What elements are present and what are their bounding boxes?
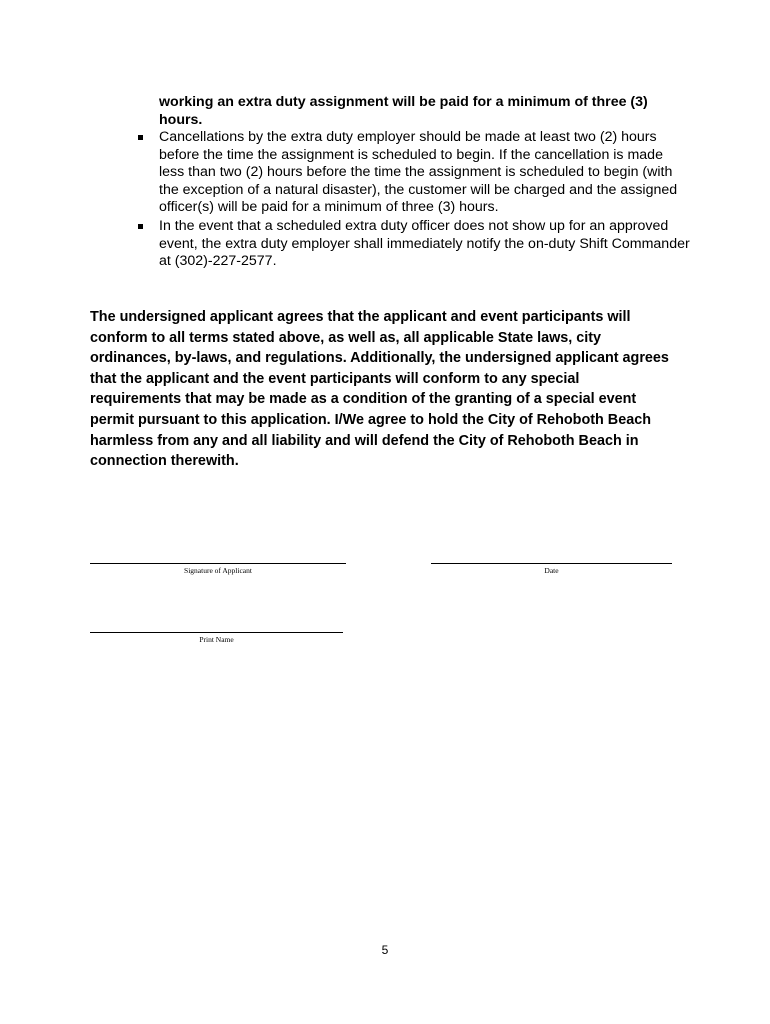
bullet-text: Cancellations by the extra duty employer should be made at least two (2) hours before the time the assignment is scheduled to begin. If the cancellation is made less than two (2) hours before the time the assignment is scheduled to begin (with the exception of a natural disaster), the customer will be charged and the assigned officer(s) will be paid for a minimum of three (3) hours. (159, 129, 678, 216)
print-name-field[interactable] (90, 632, 343, 644)
signature-label: Signature of Applicant (184, 566, 252, 575)
print-name-label: Print Name (199, 635, 234, 644)
square-bullet-icon (138, 135, 143, 140)
page-number: 5 (381, 943, 389, 957)
bullet-text: In the event that a scheduled extra duty officer does not show up for an approved event, the extra duty employer shall immediately notify the on-duty Shift Commander at (302)-227-2577. (159, 217, 690, 270)
bullet-list (136, 129, 692, 272)
agreement-paragraph: The undersigned applicant agrees that the applicant and event participants will conform to all terms stated above, as well as, all applicable State laws, city ordinances, by-laws, and regulations. Additionally, the undersigned applicant agrees that the applicant and the event participants will conform to any special requirements that may be made as a condition of the granting of a special event permit pursuant to this application. I/We agree to hold the City of Rehoboth Beach harmless from any and all liability and will defend the City of Rehoboth Beach in connection therewith. (90, 309, 669, 470)
date-line (431, 563, 672, 564)
list-item (136, 218, 692, 271)
signature-line (90, 563, 346, 564)
date-label: Date (544, 566, 559, 575)
list-item (136, 129, 692, 217)
print-name-line (90, 632, 343, 633)
signature-field[interactable] (90, 563, 346, 575)
date-field[interactable] (431, 563, 672, 575)
square-bullet-icon (138, 224, 143, 229)
continuation-text: working an extra duty assignment will be paid for a minimum of three (3) hours. (159, 94, 648, 128)
